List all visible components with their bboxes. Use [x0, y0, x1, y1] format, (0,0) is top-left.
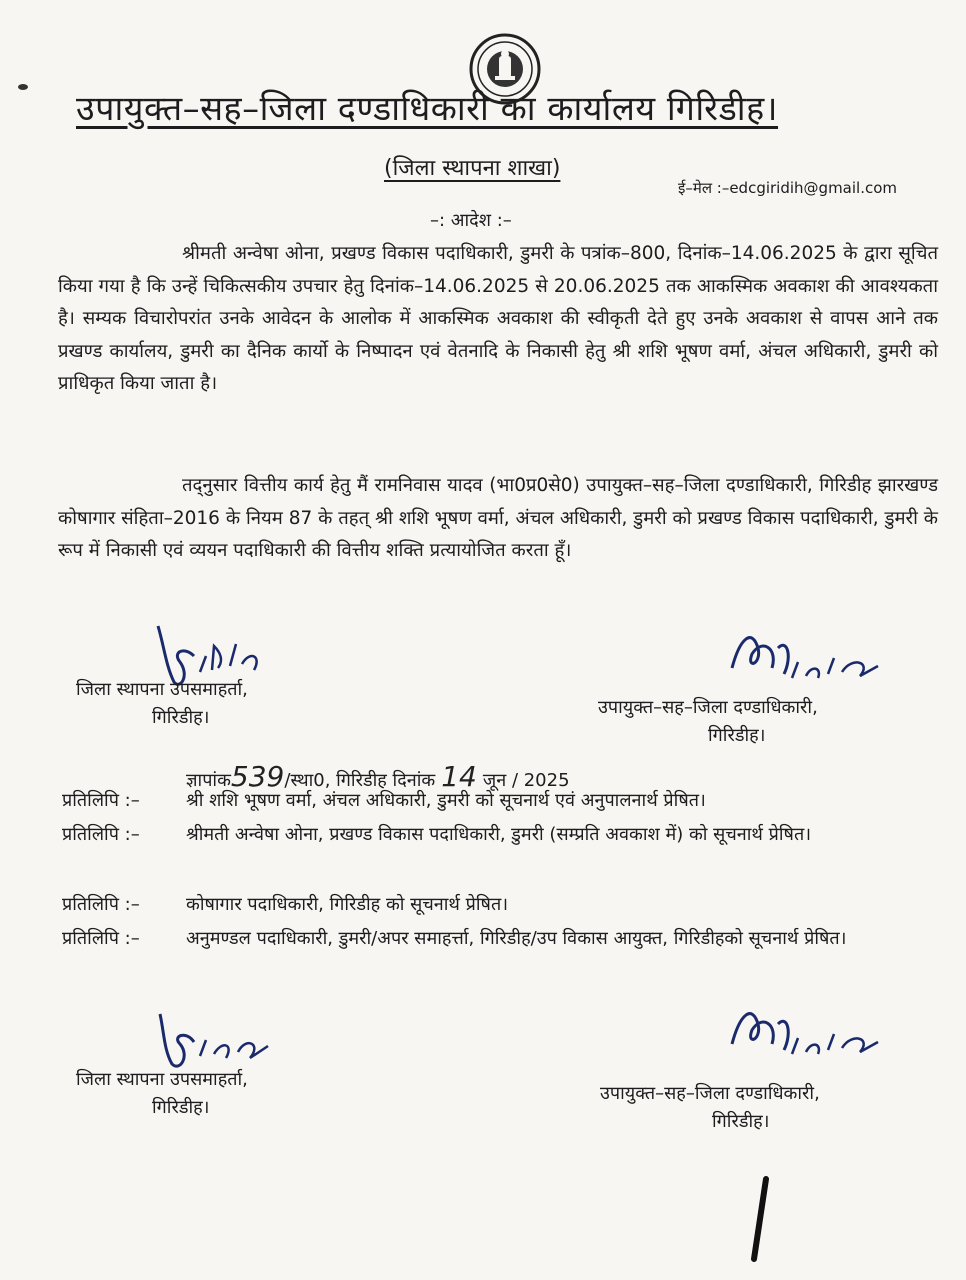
signature-block-right-2	[600, 1080, 820, 1136]
pen-stroke-mark	[740, 1175, 780, 1265]
signatory-place: गिरिडीह।	[152, 1097, 210, 1118]
office-title: उपायुक्त–सह–जिला दण्डाधिकारी का कार्यालय गिरिडीह।	[76, 89, 779, 129]
signatory-title: उपायुक्त–सह–जिला दण्डाधिकारी,	[598, 697, 818, 718]
memo-middle: /स्था0, गिरिडीह दिनांक	[284, 770, 436, 791]
memo-month-year: जून / 2025	[482, 770, 570, 791]
copy-label: प्रतिलिपि :–	[62, 824, 140, 845]
copy-text: अनुमण्डल पदाधिकारी, डुमरी/अपर समाहर्त्ता, गिरिडीह/उप विकास आयुक्त, गिरिडीहको सूचनार्थ प्रेषित।	[186, 928, 847, 949]
memo-day: 14	[441, 760, 477, 793]
copy-label: प्रतिलिपि :–	[62, 928, 140, 949]
signatory-title: जिला स्थापना उपसमाहर्ता,	[76, 1069, 248, 1090]
copy-text: श्रीमती अन्वेषा ओना, प्रखण्ड विकास पदाधिकारी, डुमरी (सम्प्रति अवकाश में) को सूचनार्थ प्रेषित।	[186, 824, 812, 845]
copy-item	[62, 820, 932, 884]
copy-label: प्रतिलिपि :–	[62, 790, 140, 811]
signatory-title: उपायुक्त–सह–जिला दण्डाधिकारी,	[600, 1083, 820, 1104]
signature-block-left-2	[76, 1066, 248, 1122]
handwritten-signature-icon	[722, 994, 892, 1074]
order-heading: –: आदेश :–	[430, 210, 512, 231]
order-paragraph-2: तद्नुसार वित्तीय कार्य हेतु मैं रामनिवास यादव (भा0प्र0से0) उपायुक्त–सह–जिला दण्डाधिकारी, गिरिडीह झारखण्ड कोषागार संहिता–2016 के नियम 87 के तहत् श्री शशि भूषण वर्मा, अंचल अधिकारी, डुमरी को प्रखण्ड विकास पदाधिकारी, डुमरी के रूप में निकासी एवं व्ययन पदाधिकारी की वित्तीय शक्ति प्रत्यायोजित करता हूँ।	[58, 475, 938, 561]
copy-text: कोषागार पदाधिकारी, गिरिडीह को सूचनार्थ प्रेषित।	[186, 894, 509, 915]
copy-item	[62, 786, 932, 816]
copy-label: प्रतिलिपि :–	[62, 894, 140, 915]
signatory-title: जिला स्थापना उपसमाहर्ता,	[76, 679, 248, 700]
handwritten-signature-icon	[722, 618, 892, 698]
signature-block-right-1	[598, 694, 818, 750]
ink-dot	[18, 84, 28, 90]
copy-text: श्री शशि भूषण वर्मा, अंचल अधिकारी, डुमरी को सूचनार्थ एवं अनुपालनार्थ प्रेषित।	[186, 790, 706, 811]
order-paragraph-1: श्रीमती अन्वेषा ओना, प्रखण्ड विकास पदाधिकारी, डुमरी के पत्रांक–800, दिनांक–14.06.2025 के द्वारा सूचित किया गया है कि उन्हें चिकित्सकीय उपचार हेतु दिनांक–14.06.2025 से 20.06.2025 तक आकस्मिक अवकाश की आवश्यकता है। सम्यक विचारोपरांत उनके आवेदन के आलोक में आकस्मिक अवकाश की स्वीकृती देते हुए उनके अवकाश से वापस आने तक प्रखण्ड कार्यालय, डुमरी का दैनिक कार्यो के निष्पादन एवं वेतनादि के निकासी हेतु श्री शशि भूषण वर्मा, अंचल अधिकारी, डुमरी को प्राधिकृत किया जाता है।	[58, 243, 938, 394]
section-subtitle: (जिला स्थापना शाखा)	[384, 156, 561, 181]
signatory-place: गिरिडीह।	[712, 1111, 770, 1132]
signatory-place: गिरिडीह।	[152, 707, 210, 728]
copy-item	[62, 890, 932, 920]
memo-prefix: ज्ञापांक	[186, 770, 231, 791]
office-email: ई–मेल :–edcgiridih@gmail.com	[678, 179, 898, 197]
memo-number: 539	[230, 760, 285, 793]
copy-item	[62, 924, 932, 988]
signatory-place: गिरिडीह।	[708, 725, 766, 746]
signature-block-left-1	[76, 676, 248, 732]
